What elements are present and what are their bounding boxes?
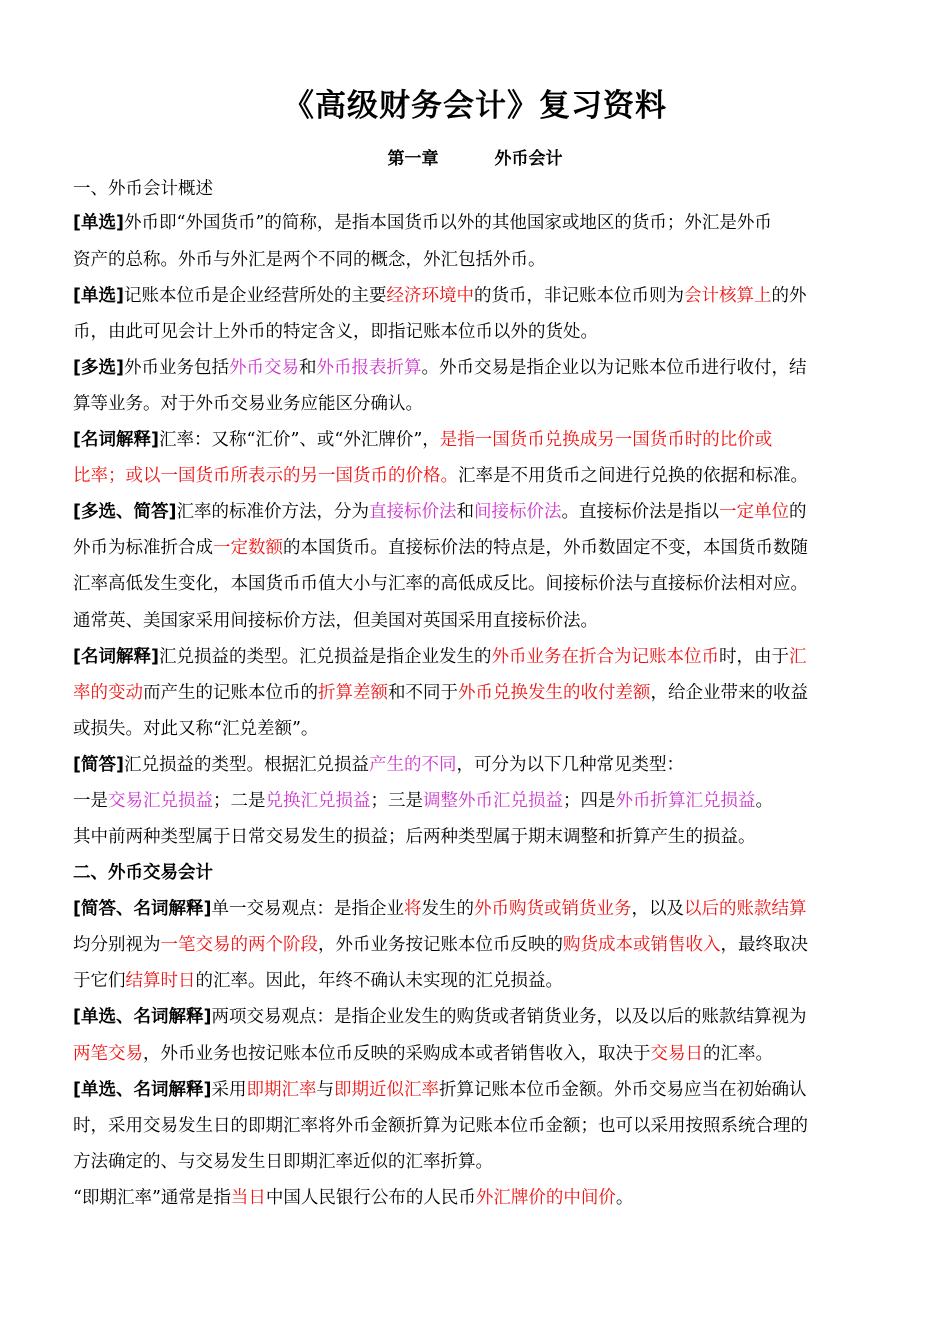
highlighted-term: 以后的账款结算 [684,899,807,919]
highlighted-term: 外币报表折算 [316,358,422,378]
question-type-tag: [简答] [73,755,124,775]
highlighted-term: 汇 [789,647,807,667]
text-segment: “即期汇率”通常是指 [73,1188,231,1208]
text-line [73,247,879,273]
text-segment: 其中前两种类型属于日常交易发生的损益；后两种类型属于期末调整和折算产生的损益。 [73,827,756,847]
text-segment: ，可分为以下几种常见类型： [456,755,684,775]
text-segment: 外币为标准折合成 [73,538,213,558]
text-line [73,932,879,958]
text-segment: 二、外币交易会计 [73,863,213,883]
text-segment: 而产生的记账本位币的 [143,683,318,703]
highlighted-term: 外汇牌价的中间价 [475,1188,616,1208]
question-type-tag: [单选] [73,213,124,233]
text-segment: 的 [789,502,807,522]
highlighted-term: 是指一国货币兑换成另一国货币时的比价或 [439,430,773,450]
highlighted-term: 一笔交易的两个阶段 [160,935,318,955]
text-segment: ，外币业务也按记账本位币反映的采购成本或者销售收入，取决于 [143,1044,651,1064]
chapter-heading [0,144,950,169]
text-line [73,896,879,922]
highlighted-term: 当日 [230,1188,266,1208]
highlighted-term: 产生的不同 [369,755,457,775]
text-segment: 方法确定的、与交易发生日即期汇率近似的汇率折算。 [73,1152,493,1172]
text-segment: ，给企业带来的收益 [650,683,808,703]
text-line [73,391,879,417]
text-segment: 外币即“外国货币”的简称，是指本国货币以外的其他国家或地区的货币；外汇是外币 [124,213,772,233]
highlighted-term: 外币业务在折合为记账本位币 [491,647,719,667]
text-segment: 单一交易观点：是指企业 [211,899,404,919]
highlighted-term: 外币交易 [229,358,299,378]
highlighted-term: 直接标价法 [369,502,457,522]
text-segment: 。 [755,791,773,811]
text-line [73,824,879,850]
text-line [73,499,879,525]
highlighted-term: 调整外币汇兑损益 [423,791,563,811]
highlighted-term: 外币购货或销货业务 [474,899,632,919]
text-segment: 的汇率。因此，年终不确认未实现的汇兑损益。 [195,971,563,991]
question-type-tag: [多选] [73,358,124,378]
text-segment: 于它们 [73,971,126,991]
text-line [73,319,879,345]
text-line [73,1077,879,1103]
highlighted-term: 外币折算汇兑损益 [615,791,756,811]
highlighted-term: 兑换汇兑损益 [265,791,371,811]
text-segment: 记账本位币是企业经营所处的主要 [124,286,387,306]
text-segment: 发生的 [421,899,474,919]
text-line [73,1185,879,1211]
text-segment: ，外币业务按记账本位币反映的 [318,935,563,955]
text-segment: 币，由此可见会计上外币的特定含义，即指记账本位币以外的货处。 [73,322,598,342]
question-type-tag: [名词解释] [73,647,159,667]
text-segment: 均分别视为 [73,935,161,955]
text-line [73,176,879,202]
text-line [73,210,879,236]
text-line [73,1041,879,1067]
text-segment: 与 [316,1080,334,1100]
text-segment: 采用 [211,1080,247,1100]
highlighted-term: 外币兑换发生的收付差额 [458,683,651,703]
text-line [73,644,879,670]
highlighted-term: 间接标价法 [474,502,562,522]
text-line [73,427,879,453]
text-segment: 汇率：又称“汇价”、或“外汇牌价”， [159,430,440,450]
text-line [73,608,879,634]
question-type-tag: [名词解释] [73,430,159,450]
text-segment: 折算记账本位币金额。外币交易应当在初始确认 [439,1080,807,1100]
text-line [73,1004,879,1030]
text-segment: 。直接标价法是指以 [561,502,719,522]
question-type-tag: [单选、名词解释] [73,1080,212,1100]
text-segment: ；三是 [370,791,423,811]
chapter-name: 外币会计 [494,149,563,169]
text-segment: 和不同于 [388,683,458,703]
text-segment: 外币业务包括 [124,358,229,378]
highlighted-term: 两笔交易 [73,1044,143,1064]
text-line [73,752,879,778]
text-segment: 的本国货币。直接标价法的特点是，外币数固定不变，本国货币数随 [283,538,808,558]
question-type-tag: [多选、简答] [73,502,177,522]
question-type-tag: [单选] [73,286,124,306]
text-segment: 和 [299,358,317,378]
text-segment: 一、外币会计概述 [73,179,213,199]
question-type-tag: [简答、名词解释] [73,899,212,919]
text-segment: 的外 [771,286,807,306]
text-segment: 的汇率。 [703,1044,773,1064]
highlighted-term: 交易汇兑损益 [108,791,213,811]
text-segment: 算等业务。对于外币交易业务应能区分确认。 [73,394,423,414]
text-line [73,283,879,309]
highlighted-term: 交易日 [650,1044,703,1064]
text-segment: 。 [615,1188,634,1208]
text-segment: 通常英、美国家采用间接标价方法，但美国对英国采用直接标价法。 [73,611,598,631]
text-segment: ，最终取决 [720,935,808,955]
text-segment: 和 [456,502,474,522]
text-segment: 汇率高低发生变化，本国货币币值大小与汇率的高低成反比。间接标价法与直接标价法相对应。 [73,574,808,594]
text-line [73,463,879,489]
question-type-tag: [单选、名词解释] [73,1007,212,1027]
text-segment: 汇兑损益的类型。根据汇兑损益 [124,755,369,775]
highlighted-term: 即期近似汇率 [334,1080,439,1100]
highlighted-term: 结算时日 [125,971,196,991]
text-segment: 资产的总称。外币与外汇是两个不同的概念，外汇包括外币。 [73,250,546,270]
text-segment: 两项交易观点：是指企业发生的购货或者销货业务，以及以后的账款结算视为 [211,1007,807,1027]
text-segment: 时，由于 [719,647,789,667]
highlighted-term: 经济环境中 [386,286,474,306]
highlighted-term: 率的变动 [73,683,143,703]
highlighted-term: 即期汇率 [246,1080,317,1100]
text-segment: 汇兑损益的类型。汇兑损益是指企业发生的 [159,647,492,667]
highlighted-term: 将 [404,899,422,919]
text-line [73,680,879,706]
text-segment: 或损失。对此又称“汇兑差额”。 [73,719,319,739]
text-line [73,1113,879,1139]
highlighted-term: 折算差额 [318,683,388,703]
document-title: 《高级财务会计》复习资料 [283,88,667,124]
text-line [73,716,879,742]
highlighted-term: 会计核算上 [684,286,772,306]
text-segment: ，以及 [631,899,684,919]
text-segment: 的货币，非记账本位币则为 [474,286,684,306]
text-segment: 汇率是不用货币之间进行兑换的依据和标准。 [458,466,808,486]
text-line [73,1149,879,1175]
text-line [73,571,879,597]
text-segment: ；二是 [213,791,266,811]
highlighted-term: 比率；或以一国货币所表示的另一国货币的价格。 [73,466,458,486]
text-segment: 汇率的标准价方法，分为 [176,502,369,522]
text-segment: 中国人民银行公布的人民币 [265,1188,476,1208]
text-line [73,535,879,561]
text-segment: 一是 [73,791,108,811]
chapter-number: 第一章 [387,149,439,169]
text-segment: 。外币交易是指企业以为记账本位币进行收付，结 [421,358,807,378]
text-segment: ；四是 [563,791,616,811]
text-line [73,355,879,381]
highlighted-term: 购货成本或销售收入 [563,935,721,955]
text-line [73,968,879,994]
text-line [73,788,879,814]
text-line [73,860,879,886]
text-segment: 时，采用交易发生日的即期汇率将外币金额折算为记账本位币金额；也可以采用按照系统合理的 [73,1116,808,1136]
highlighted-term: 一定数额 [213,538,283,558]
highlighted-term: 一定单位 [719,502,789,522]
